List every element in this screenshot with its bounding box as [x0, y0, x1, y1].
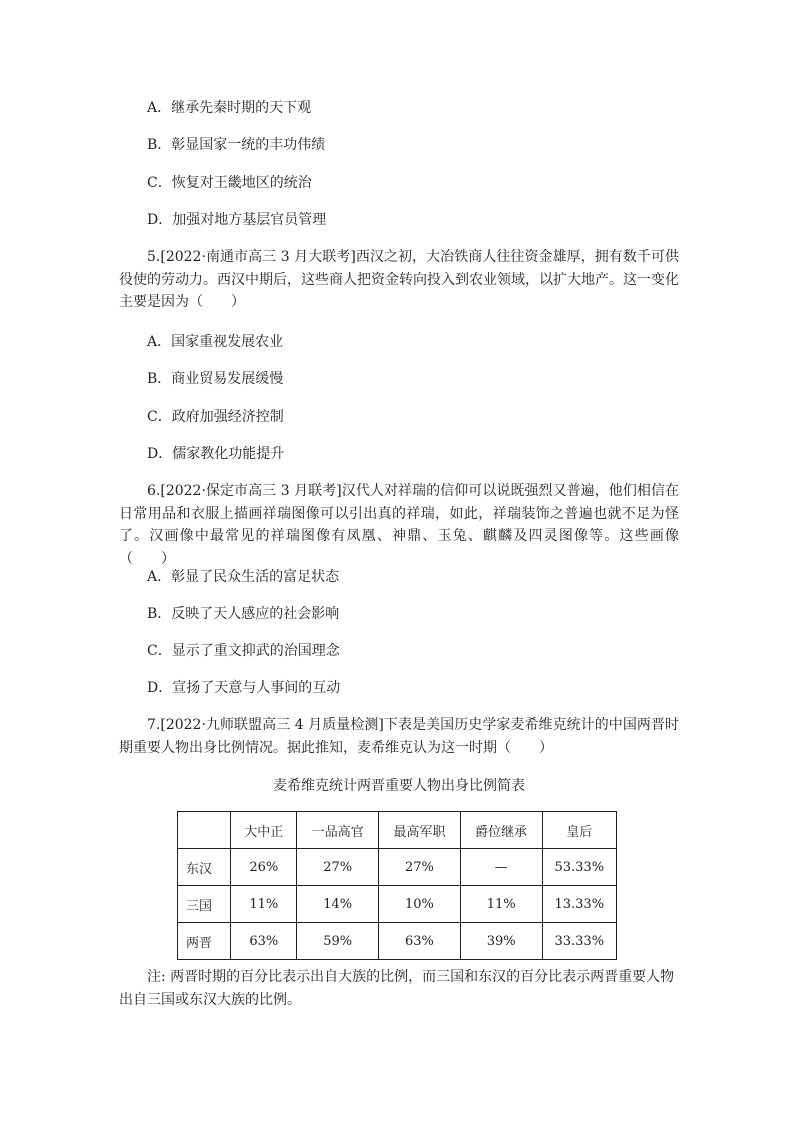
table-row-label: 东汉: [178, 849, 231, 886]
q5-option-c: C．政府加强经济控制: [147, 409, 284, 425]
table-cell: 11%: [231, 886, 297, 923]
table-cell: 13.33%: [542, 886, 616, 923]
table-header-cell: 爵位继承: [460, 812, 542, 849]
q4-option-b: B．彰显国家一统的丰功伟绩: [147, 137, 326, 153]
table-cell: 63%: [379, 923, 461, 960]
table-header-cell: [178, 812, 231, 849]
table-header-row: [178, 812, 617, 849]
table-cell: 59%: [297, 923, 379, 960]
origin-ratio-table: [177, 811, 617, 960]
table-title: 麦希维克统计两晋重要人物出身比例简表: [273, 778, 525, 794]
table-cell: 27%: [379, 849, 461, 886]
table-row: [178, 886, 617, 923]
table-header-cell: 大中正: [231, 812, 297, 849]
q6-option-c: C．显示了重文抑武的治国理念: [147, 643, 340, 659]
q5-option-b: B．商业贸易发展缓慢: [147, 371, 284, 387]
q5-option-d: D．儒家教化功能提升: [147, 446, 285, 462]
table-cell: 33.33%: [542, 923, 616, 960]
q7-stem: 7.[2022·九师联盟高三 4 月质量检测]下表是美国历史学家麦希维克统计的中国两晋时期重要人物出身比例情况。据此推知，麦希维克认为这一时期（ ）: [119, 717, 679, 756]
table-cell: —: [460, 849, 542, 886]
table-cell: 10%: [379, 886, 461, 923]
table-cell: 63%: [231, 923, 297, 960]
table-cell: 27%: [297, 849, 379, 886]
table-cell: 14%: [297, 886, 379, 923]
table-cell: 11%: [460, 886, 542, 923]
table-header-cell: 皇后: [542, 812, 616, 849]
table-row-label: 三国: [178, 886, 231, 923]
table-row: [178, 923, 617, 960]
table-cell: 53.33%: [542, 849, 616, 886]
table-row-label: 两晋: [178, 923, 231, 960]
q5-option-a: A．国家重视发展农业: [147, 334, 284, 350]
q6-option-b: B．反映了天人感应的社会影响: [147, 606, 340, 622]
q4-option-a: A．继承先秦时期的天下观: [147, 100, 312, 116]
table-row: [178, 849, 617, 886]
table-header-cell: 一品高官: [297, 812, 379, 849]
q6-option-d: D．宣扬了天意与人事间的互动: [147, 680, 341, 696]
table-cell: 39%: [460, 923, 542, 960]
q6-stem: 6.[2022·保定市高三 3 月联考]汉代人对祥瑞的信仰可以说既强烈又普遍，他们相信在日常用品和衣服上描画祥瑞图像可以引出真的祥瑞，如此，祥瑞装饰之普遍也就不足为怪了。汉画像中最常见的祥瑞图像有凤凰、神鼎、玉兔、麒麟及四灵图像等。这些画像（ ）: [119, 483, 679, 567]
q4-option-d: D．加强对地方基层官员管理: [147, 212, 327, 228]
q5-stem: 5.[2022·南通市高三 3 月大联考]西汉之初，大冶铁商人往往资金雄厚，拥有数千可供役使的劳动力。西汉中期后，这些商人把资金转向投入到农业领域，以扩大地产。这一变化主要是因为（ ）: [119, 249, 679, 310]
table-cell: 26%: [231, 849, 297, 886]
table-header-cell: 最高军职: [379, 812, 461, 849]
q6-option-a: A．彰显了民众生活的富足状态: [147, 569, 340, 585]
table-note: 注: 两晋时期的百分比表示出自大族的比例，而三国和东汉的百分比表示两晋重要人物出自三国或东汉大族的比例。: [119, 969, 675, 1008]
q4-option-c: C．恢复对王畿地区的统治: [147, 175, 312, 191]
